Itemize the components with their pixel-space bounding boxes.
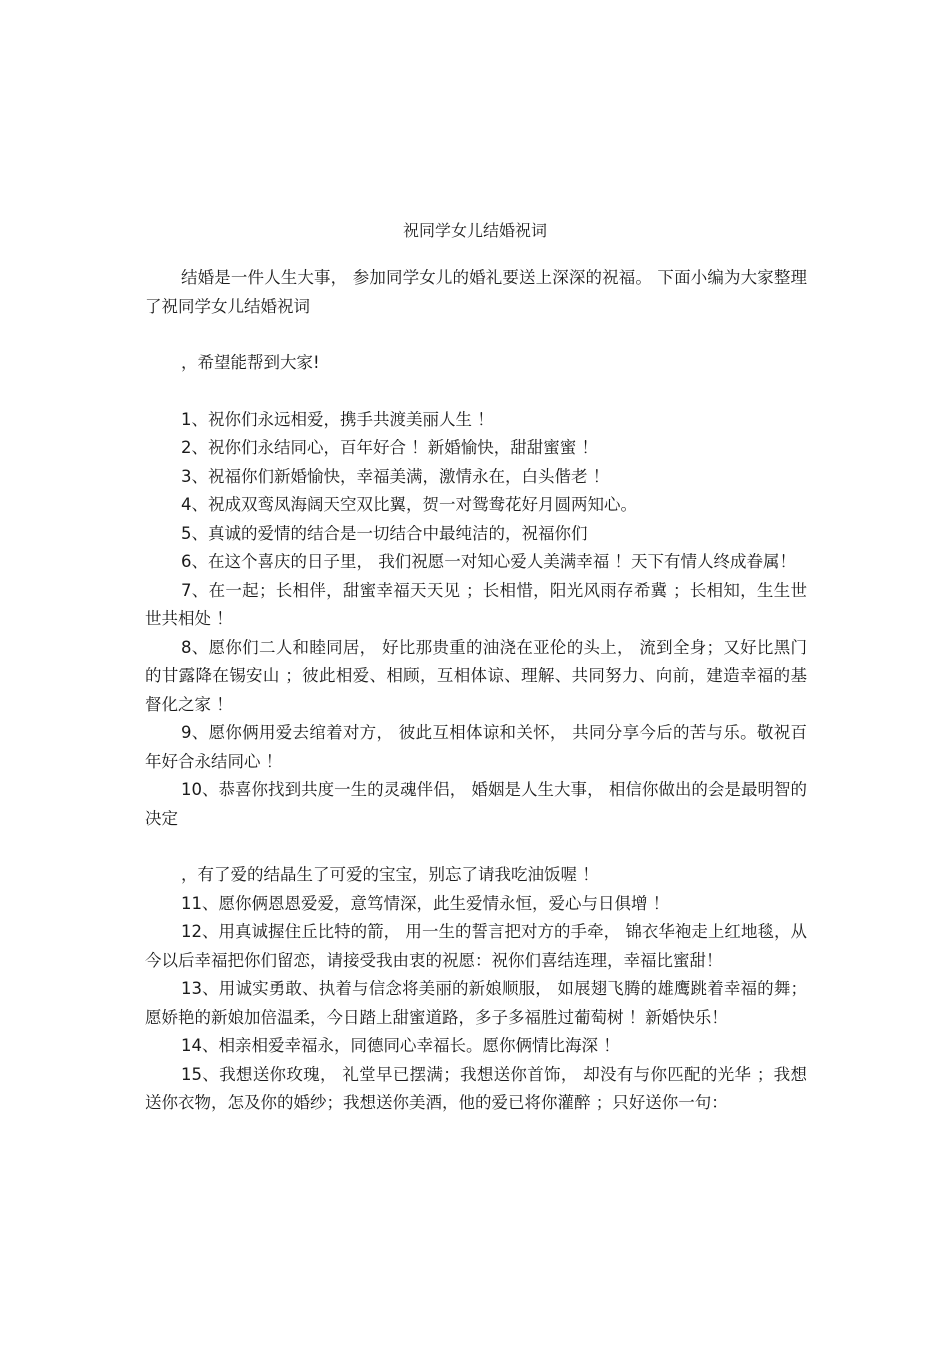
wish-item-7: 7、在一起；长相伴，甜蜜幸福天天见 ；长相惜，阳光风雨存希冀 ；长相知，生生世世共相处 ！ [145,580,807,628]
intro-paragraph: 结婚是一件人生大事， 参加同学女儿的婚礼要送上深深的祝福。 下面小编为大家整理了祝同学女儿结婚祝词 [145,268,807,316]
wish-item-9: 9、愿你俩用爱去绾着对方， 彼此互相体谅和关怀， 共同分享今后的苦与乐。敬祝百年好合永结同心 ！ [145,723,807,771]
wish-item-4: 4、祝成双鸾凤海阔天空双比翼，贺一对鸳鸯花好月圆两知心。 [181,495,637,514]
intro-continuation: ，希望能帮到大家! [181,353,320,372]
wish-item-15: 15、我想送你玫瑰， 礼堂早已摆满；我想送你首饰， 却没有与你匹配的光华 ；我想送你衣物，怎及你的婚纱；我想送你美酒，他的爱已将你灌醉 ；只好送你一句： [145,1064,807,1112]
wish-item-2: 2、祝你们永结同心，百年好合 ！新婚愉快，甜甜蜜蜜 ！ [181,438,598,457]
wish-item-10-continuation: ，有了爱的结晶生了可爱的宝宝，别忘了请我吃油饭喔 ！ [181,865,599,884]
wish-item-3: 3、祝福你们新婚愉快，幸福美满，激情永在，白头偕老 ！ [181,466,610,486]
wish-item-11: 11、愿你俩恩恩爱爱，意笃情深，此生爱情永恒，爱心与日俱增 ！ [181,893,670,913]
wish-item-6: 6、在这个喜庆的日子里， 我们祝愿一对知心爱人美满幸福 ！天下有情人终成眷属！ [181,552,796,571]
wish-item-14: 14、相亲相爱幸福永，同德同心幸福长。愿你俩情比海深 ！ [181,1036,620,1055]
wish-item-10: 10、恭喜你找到共度一生的灵魂伴侣， 婚姻是人生大事， 相信你做出的会是最明智的决定 [145,780,807,828]
wish-item-12: 12、用真诚握住丘比特的箭， 用一生的誓言把对方的手牵， 锦衣华袍走上红地毯，从今以后幸福把你们留恋，请接受我由衷的祝愿：祝你们喜结连理，幸福比蜜甜！ [145,922,807,970]
wish-item-5: 5、真诚的爱情的结合是一切结合中最纯洁的，祝福你们 [181,523,588,543]
paragraph-gap [145,378,807,406]
wish-item-8: 8、愿你们二人和睦同居， 好比那贵重的油浇在亚伦的头上， 流到全身；又好比黑门的甘露降在锡安山 ；彼此相爱、相顾，互相体谅、理解、共同努力、向前，建造幸福的基督化之家 ！ [145,637,807,714]
document-body [145,264,807,1118]
wish-item-13: 13、用诚实勇敢、执着与信念将美丽的新娘顺服， 如展翅飞腾的雄鹰跳着幸福的舞；愿娇艳的新娘加倍温柔，今日踏上甜蜜道路，多子多福胜过葡萄树 ！新婚快乐！ [145,979,807,1027]
wish-item-1: 1、祝你们永远相爱，携手共渡美丽人生 ！ [181,409,494,429]
paragraph-gap [145,833,807,861]
document-title: 祝同学女儿结婚祝词 [402,221,547,240]
paragraph-gap [145,321,807,349]
